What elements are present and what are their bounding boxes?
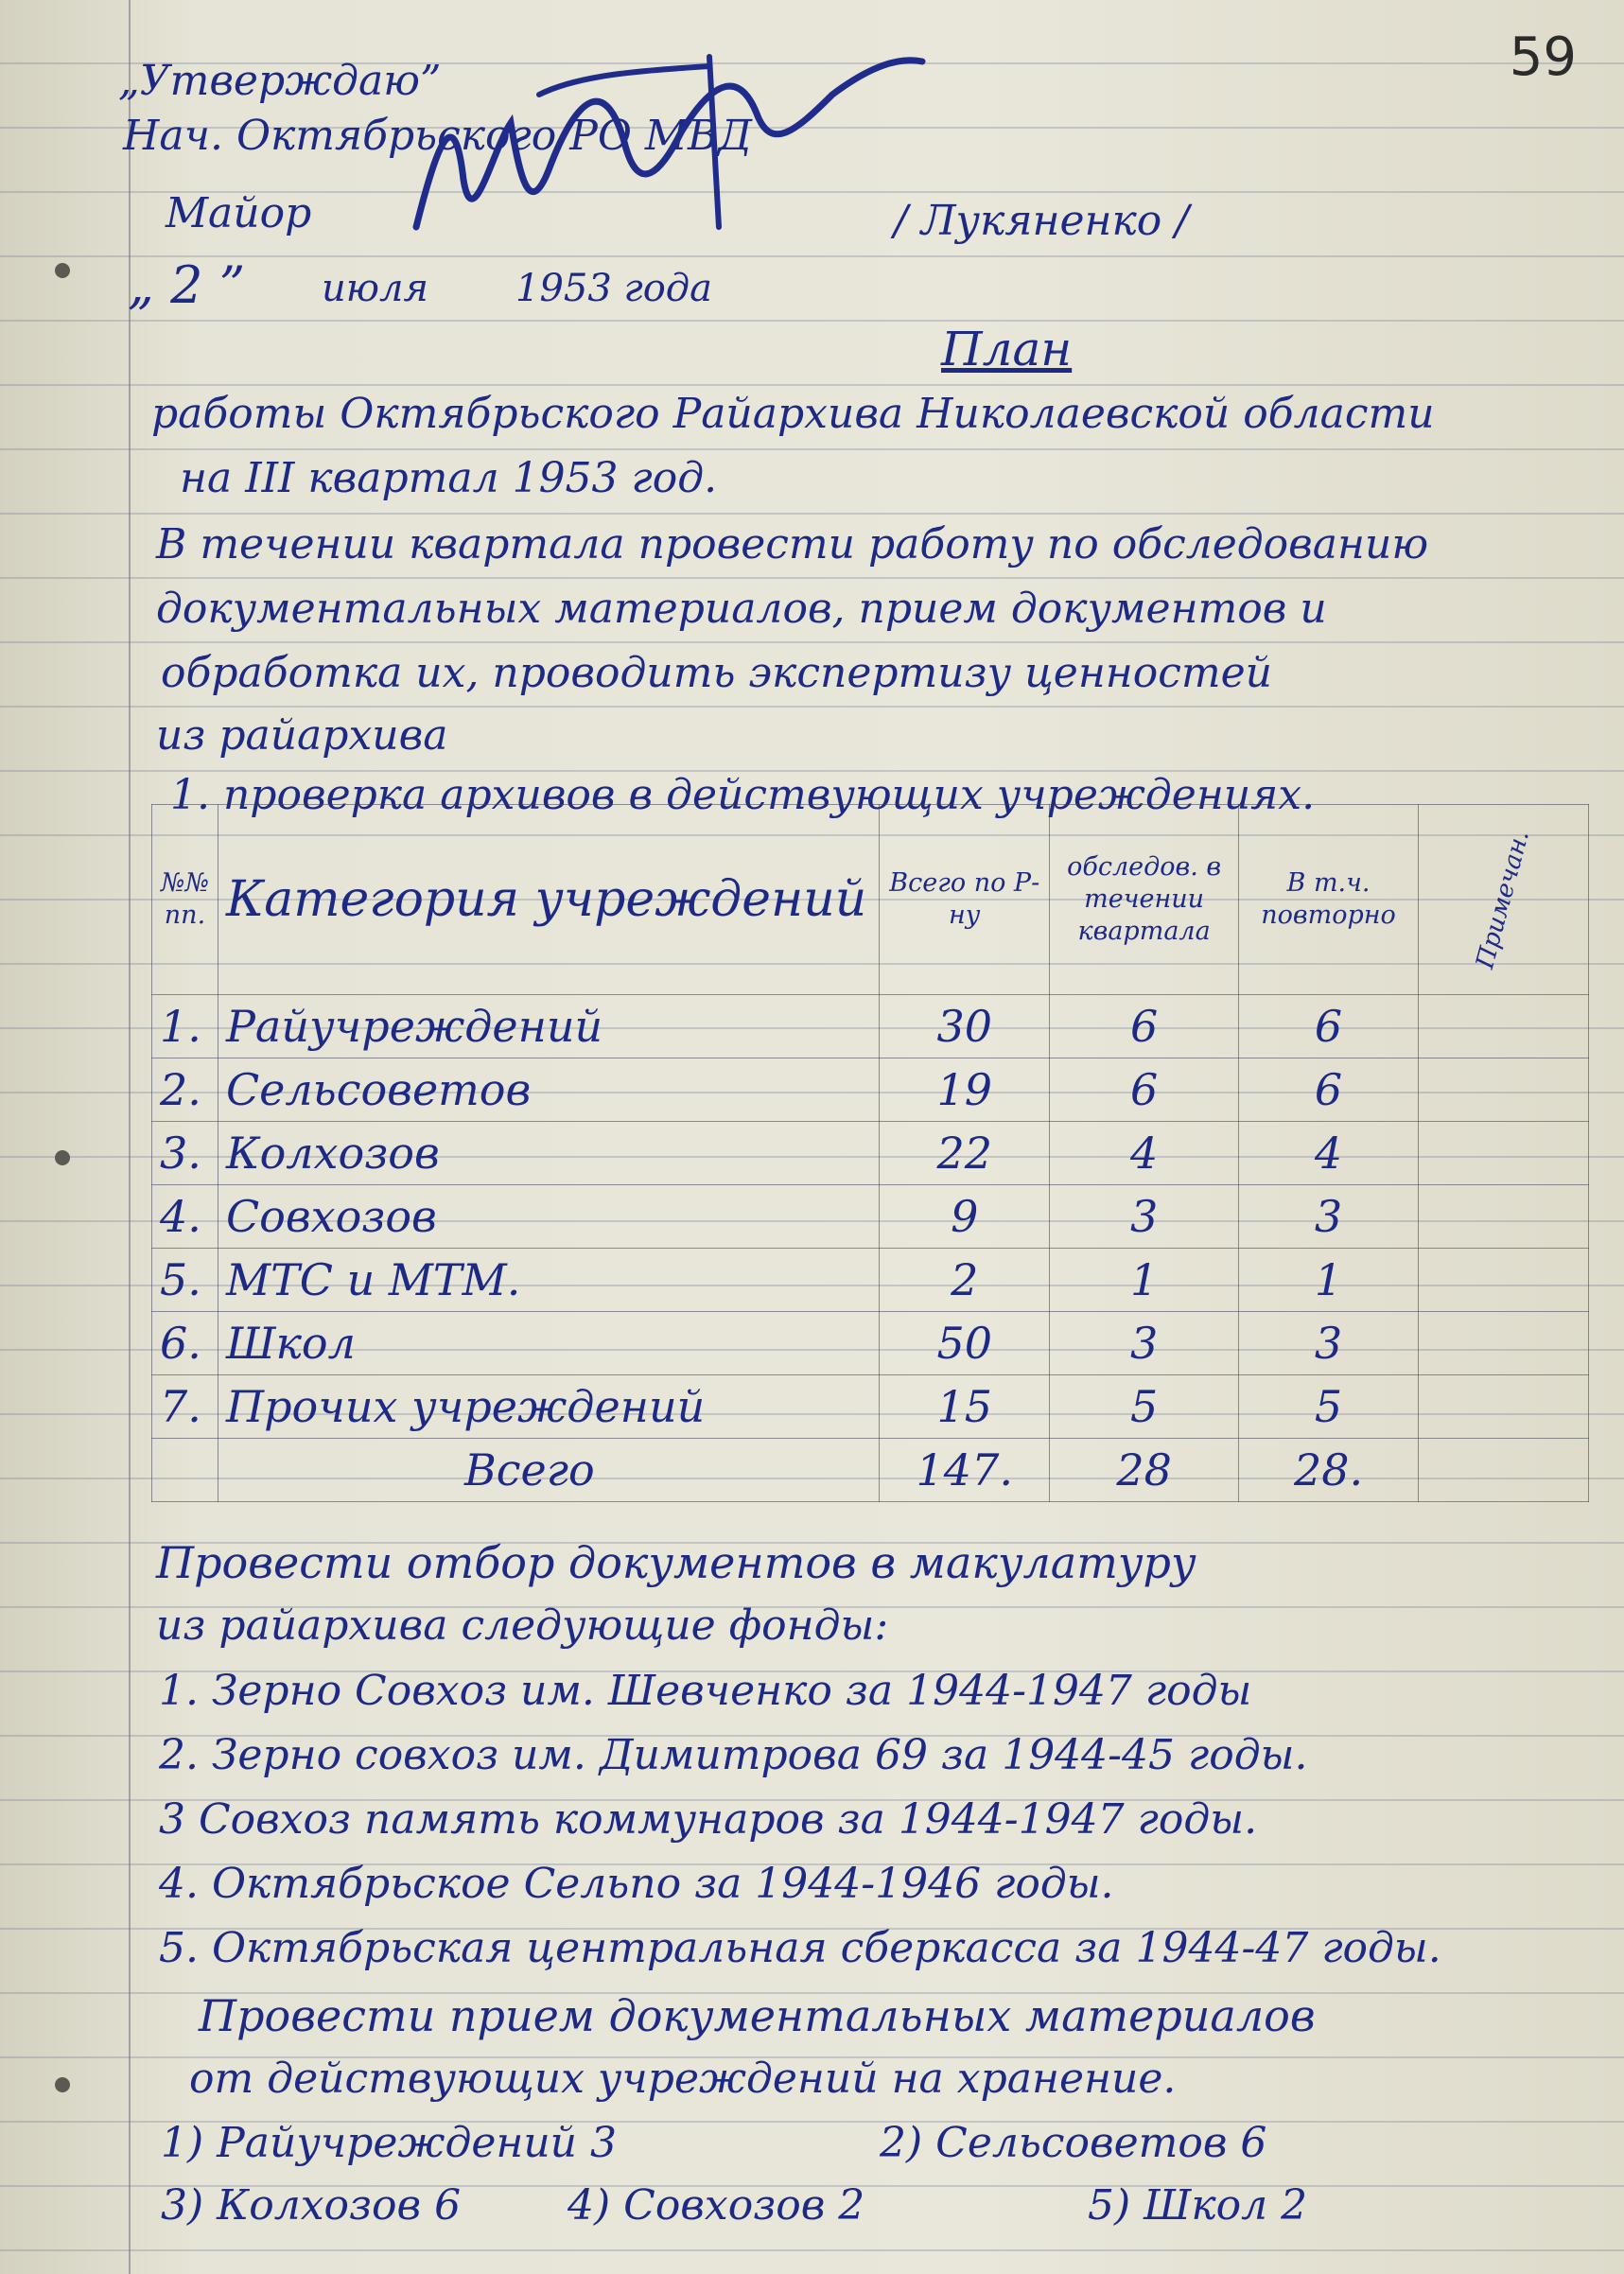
row-num: 2. xyxy=(152,1058,218,1122)
table-header-row xyxy=(152,805,1589,995)
row-repeat: 3 xyxy=(1239,1185,1419,1249)
selection-item: 4. Октябрьское Сельпо за 1944-1946 годы. xyxy=(159,1860,1114,1908)
row-surveyed: 3 xyxy=(1050,1185,1239,1249)
row-total: 30 xyxy=(880,995,1050,1058)
reception-heading-2: от действующих учреждений на хранение. xyxy=(189,2055,1177,2103)
selection-item: 2. Зерно совхоз им. Димитрова 69 за 1944-45 годы. xyxy=(159,1731,1308,1779)
plan-intro-3: обработка их, проводить экспертизу ценностей xyxy=(161,649,1273,697)
plan-intro-4: из райархива xyxy=(156,711,448,760)
reception-item: 3) Колхозов 6 xyxy=(161,2181,462,2230)
signature xyxy=(397,38,927,255)
reception-item: 4) Совхозов 2 xyxy=(568,2181,865,2230)
row-category: Прочих учреждений xyxy=(218,1375,879,1439)
total-surveyed: 28 xyxy=(1050,1439,1239,1502)
table-row xyxy=(152,1185,1589,1249)
table-row xyxy=(152,1058,1589,1122)
header-note-cell xyxy=(1418,805,1588,995)
row-repeat: 6 xyxy=(1239,995,1419,1058)
page-number: 59 xyxy=(1509,26,1577,88)
row-total: 15 xyxy=(880,1375,1050,1439)
header-num: №№ пп. xyxy=(152,805,218,995)
selection-heading-1: Провести отбор документов в макулатуру xyxy=(156,1537,1196,1588)
selection-item: 1. Зерно Совхоз им. Шевченко за 1944-1947 годы xyxy=(159,1667,1252,1715)
row-surveyed: 6 xyxy=(1050,1058,1239,1122)
reception-item: 5) Школ 2 xyxy=(1088,2181,1308,2230)
row-note xyxy=(1418,1185,1588,1249)
reception-item: 1) Райучреждений 3 xyxy=(161,2119,618,2167)
row-surveyed: 1 xyxy=(1050,1249,1239,1312)
row-surveyed: 3 xyxy=(1050,1312,1239,1375)
plan-subtitle-1: работы Октябрьского Райархива Николаевской области xyxy=(151,390,1435,438)
plan-subtitle-2: на III квартал 1953 год. xyxy=(180,454,718,502)
row-num: 4. xyxy=(152,1185,218,1249)
header-category: Категория учреждений xyxy=(218,805,879,995)
row-total: 9 xyxy=(880,1185,1050,1249)
approval-date-year: 1953 года xyxy=(515,267,713,310)
plan-title: План xyxy=(941,322,1073,376)
row-repeat: 3 xyxy=(1239,1312,1419,1375)
total-note xyxy=(1418,1439,1588,1502)
approval-name: / Лукяненко / xyxy=(894,197,1190,245)
table-total-row xyxy=(152,1439,1589,1502)
institutions-table xyxy=(151,804,1589,1502)
row-note xyxy=(1418,1249,1588,1312)
row-repeat: 6 xyxy=(1239,1058,1419,1122)
header-repeat: В т.ч. повторно xyxy=(1239,805,1419,995)
plan-intro-2: документальных материалов, прием документов и xyxy=(156,585,1327,633)
row-total: 19 xyxy=(880,1058,1050,1122)
header-note: Примечан. xyxy=(1471,827,1536,972)
row-repeat: 5 xyxy=(1239,1375,1419,1439)
reception-heading-1: Провести прием документальных материалов xyxy=(199,1990,1316,2041)
row-num: 5. xyxy=(152,1249,218,1312)
reception-item: 2) Сельсоветов 6 xyxy=(880,2119,1267,2167)
approval-chief-line: Нач. Октябрьского РО МВД xyxy=(123,112,753,160)
row-category: Колхозов xyxy=(218,1122,879,1185)
row-surveyed: 4 xyxy=(1050,1122,1239,1185)
table-row xyxy=(152,1249,1589,1312)
punch-hole xyxy=(55,2077,70,2092)
row-surveyed: 5 xyxy=(1050,1375,1239,1439)
total-repeat: 28. xyxy=(1239,1439,1419,1502)
table-row xyxy=(152,1122,1589,1185)
header-surveyed: обследов. в течении квартала xyxy=(1050,805,1239,995)
row-surveyed: 6 xyxy=(1050,995,1239,1058)
row-category: Совхозов xyxy=(218,1185,879,1249)
row-category: Сельсоветов xyxy=(218,1058,879,1122)
header-total: Всего по Р-ну xyxy=(880,805,1050,995)
table-row xyxy=(152,995,1589,1058)
row-note xyxy=(1418,1122,1588,1185)
approval-stamp-text: „Утверждаю” xyxy=(118,57,442,105)
total-label: Всего xyxy=(218,1439,879,1502)
row-num: 6. xyxy=(152,1312,218,1375)
approval-rank: Майор xyxy=(166,189,312,237)
row-category: МТС и МТМ. xyxy=(218,1249,879,1312)
selection-heading-2: из райархива следующие фонды: xyxy=(156,1601,889,1650)
approval-date-month: июля xyxy=(322,267,428,310)
row-num: 3. xyxy=(152,1122,218,1185)
total-num xyxy=(152,1439,218,1502)
plan-section-1: 1. проверка архивов в действующих учреждениях. xyxy=(170,771,1316,819)
row-total: 22 xyxy=(880,1122,1050,1185)
row-note xyxy=(1418,995,1588,1058)
row-num: 7. xyxy=(152,1375,218,1439)
row-category: Школ xyxy=(218,1312,879,1375)
punch-hole xyxy=(55,1150,70,1165)
row-note xyxy=(1418,1312,1588,1375)
table-row xyxy=(152,1375,1589,1439)
punch-hole xyxy=(55,263,70,278)
row-total: 50 xyxy=(880,1312,1050,1375)
row-note xyxy=(1418,1375,1588,1439)
row-category: Райучреждений xyxy=(218,995,879,1058)
row-repeat: 4 xyxy=(1239,1122,1419,1185)
row-total: 2 xyxy=(880,1249,1050,1312)
approval-date-day: „ 2 ” xyxy=(128,255,246,315)
total-total: 147. xyxy=(880,1439,1050,1502)
selection-item: 3 Совхоз память коммунаров за 1944-1947 годы. xyxy=(159,1795,1258,1844)
row-repeat: 1 xyxy=(1239,1249,1419,1312)
row-num: 1. xyxy=(152,995,218,1058)
selection-item: 5. Октябрьская центральная сберкасса за 1944-47 годы. xyxy=(159,1924,1441,1972)
margin-line xyxy=(129,0,131,2274)
row-note xyxy=(1418,1058,1588,1122)
table-row xyxy=(152,1312,1589,1375)
plan-intro-1: В течении квартала провести работу по обследованию xyxy=(156,520,1429,568)
